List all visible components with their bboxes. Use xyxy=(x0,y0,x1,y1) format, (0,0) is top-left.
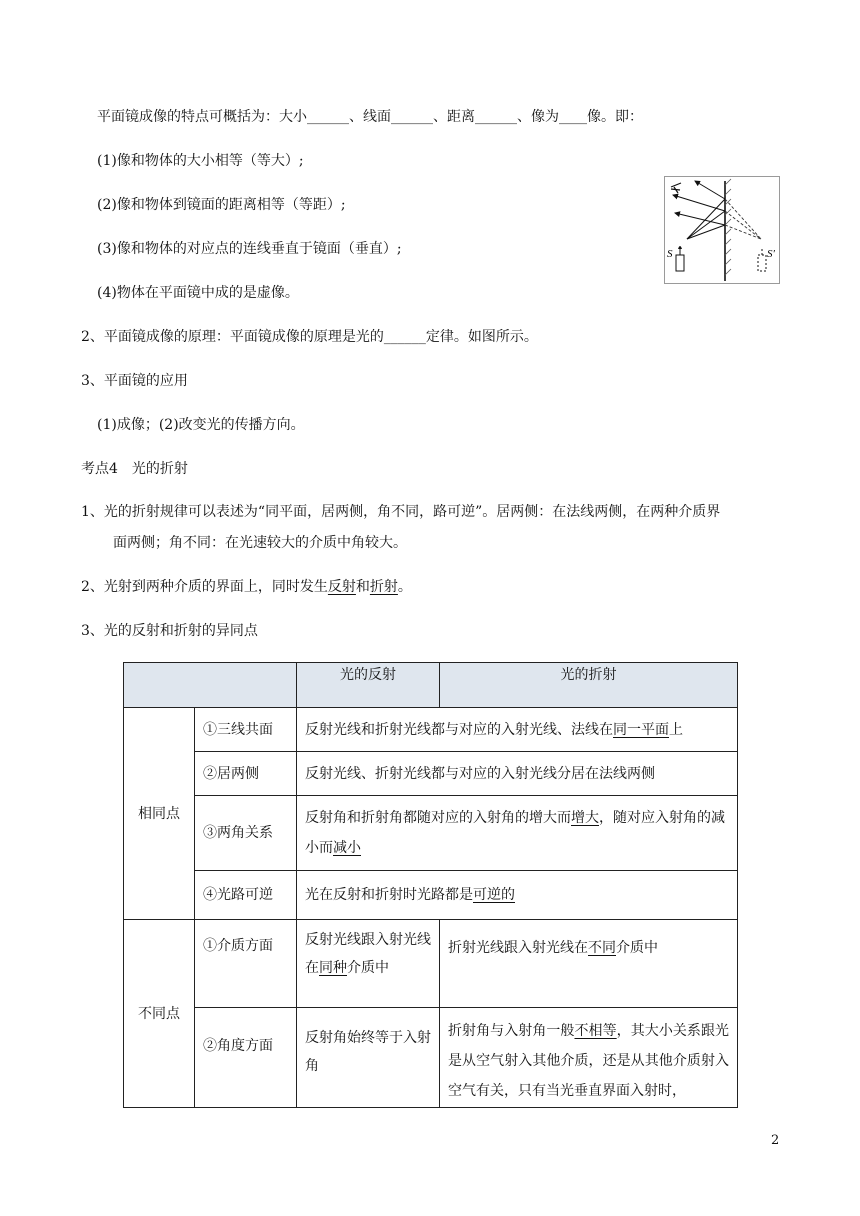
row-label: ②居两侧 xyxy=(195,752,297,796)
table-row xyxy=(124,871,738,920)
feature-4: (4)物体在平面镜中成的是虚像。 xyxy=(97,285,299,301)
row-label: ④光路可逆 xyxy=(195,871,297,920)
row-content: 反射角和折射角都随对应的入射角的增大而增大，随对应入射角的减小而减小 xyxy=(297,796,738,871)
plane-mirror-figure xyxy=(664,176,780,284)
table-header-row xyxy=(124,663,738,708)
row-refraction: 折射角与入射角一般不相等，其大小关系跟光是从空气射入其他介质，还是从其他介质射入空气有关，只有当光垂直界面入射时， xyxy=(440,1008,738,1108)
group-diff: 不同点 xyxy=(124,920,195,1108)
refraction-law-line-1: 1、光的折射规律可以表述为“同平面，居两侧，角不同，路可逆”。居两侧：在法线两侧，在两种介质界 xyxy=(81,504,721,520)
table-row xyxy=(124,1008,738,1108)
row-reflection: 反射角始终等于入射角 xyxy=(297,1008,440,1108)
row-refraction: 折射光线跟入射光线在不同介质中 xyxy=(440,920,738,1008)
row-content: 光在反射和折射时光路都是可逆的 xyxy=(297,871,738,920)
item-3-detail: (1)成像；(2)改变光的传播方向。 xyxy=(97,417,305,433)
row-content: 反射光线和折射光线都与对应的入射光线、法线在同一平面上 xyxy=(297,708,738,752)
item-3-application: 3、平面镜的应用 xyxy=(81,373,188,389)
table-row xyxy=(124,920,738,1008)
table-row xyxy=(124,752,738,796)
header-reflection: 光的反射 xyxy=(297,663,440,708)
image-label: S′ xyxy=(767,248,775,260)
refraction-law-line-2: 面两侧；角不同：在光速较大的介质中角较大。 xyxy=(113,535,407,551)
row-label: ②角度方面 xyxy=(195,1008,297,1108)
feature-3: (3)像和物体的对应点的连线垂直于镜面（垂直）; xyxy=(97,241,402,257)
header-refraction: 光的折射 xyxy=(440,663,738,708)
object-label: S xyxy=(667,248,673,260)
refraction-item-3: 3、光的反射和折射的异同点 xyxy=(81,623,258,639)
mirror-features-intro: 平面镜成像的特点可概括为：大小______、线面______、距离______、像为____像。即： xyxy=(97,109,643,125)
comparison-table xyxy=(123,662,738,1108)
feature-2: (2)像和物体到镜面的距离相等（等距）; xyxy=(97,197,346,213)
table-row xyxy=(124,708,738,752)
row-label: ③两角关系 xyxy=(195,796,297,871)
header-blank xyxy=(124,663,297,708)
row-label: ①三线共面 xyxy=(195,708,297,752)
group-same: 相同点 xyxy=(124,708,195,920)
feature-1: (1)像和物体的大小相等（等大）; xyxy=(97,153,304,169)
eye-icon xyxy=(671,183,681,193)
refraction-item-2: 2、光射到两种介质的界面上，同时发生反射和折射。 xyxy=(81,579,412,595)
row-content: 反射光线、折射光线都与对应的入射光线分居在法线两侧 xyxy=(297,752,738,796)
row-label: ①介质方面 xyxy=(195,920,297,1008)
section-heading: 考点4 光的折射 xyxy=(81,461,188,477)
page-number: 2 xyxy=(771,1133,780,1148)
item-2-principle: 2、平面镜成像的原理：平面镜成像的原理是光的______定律。如图所示。 xyxy=(81,329,538,345)
plane-mirror-diagram xyxy=(665,177,779,283)
row-reflection: 反射光线跟入射光线在同种介质中 xyxy=(297,920,440,1008)
table-row xyxy=(124,796,738,871)
